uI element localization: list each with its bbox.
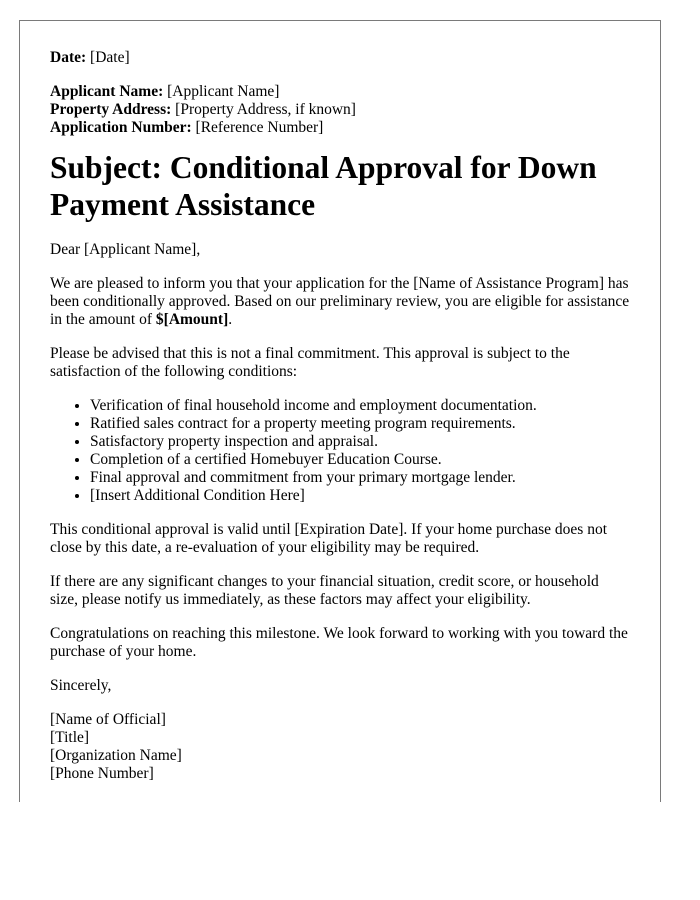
property-address-value: [Property Address, if known] (175, 101, 356, 118)
paragraph-approval-text: We are pleased to inform you that your application for the [Name of Assistance Program] has been conditionally approved. Based on our preliminary review, you are eligible for assistance in the amount of (50, 275, 630, 328)
applicant-name-value: [Applicant Name] (167, 83, 280, 100)
subject-heading: Subject: Conditional Approval for Down Payment Assistance (50, 150, 597, 222)
application-number-value: [Reference Number] (195, 119, 324, 136)
list-item: • Verification of final household income and employment documentation. (90, 397, 630, 415)
paragraph-expiration: This conditional approval is valid until [Expiration Date]. If your home purchase does not close by this date, a re-evaluation of your eligibility may be required. (50, 521, 608, 556)
paragraph-approval (50, 275, 630, 329)
list-item: • Completion of a certified Homebuyer Education Course. (90, 451, 630, 469)
list-item: • Satisfactory property inspection and appraisal. (90, 433, 630, 451)
paragraph-conditions-intro: Please be advised that this is not a final commitment. This approval is subject to the satisfaction of the following conditions: (50, 345, 570, 380)
application-number-line (50, 119, 630, 137)
paragraph-changes: If there are any significant changes to your financial situation, credit score, or household size, please notify us immediately, as these factors may affect your eligibility. (50, 573, 599, 608)
phone-number: [Phone Number] (50, 765, 154, 782)
assistance-amount: $[Amount] (155, 311, 229, 328)
signature-block (50, 711, 630, 783)
organization-name: [Organization Name] (50, 747, 182, 764)
application-number-label: Application Number: (50, 119, 192, 136)
official-name: [Name of Official] (50, 711, 166, 728)
property-address-label: Property Address: (50, 101, 172, 118)
list-item: • Ratified sales contract for a property meeting program requirements. (90, 415, 630, 433)
conditions-list (50, 397, 630, 505)
list-item: • Final approval and commitment from your primary mortgage lender. (90, 469, 630, 487)
paragraph-approval-end: . (228, 311, 233, 328)
date-value: [Date] (90, 49, 130, 66)
official-title: [Title] (50, 729, 90, 746)
date-line (50, 49, 630, 67)
paragraph-congratulations: Congratulations on reaching this milestone. We look forward to working with you toward the purchase of your home. (50, 625, 628, 660)
list-item: • [Insert Additional Condition Here] (90, 487, 630, 505)
salutation: Dear [Applicant Name], (50, 241, 201, 258)
applicant-name-line (50, 83, 630, 101)
valediction: Sincerely, (50, 677, 112, 694)
property-address-line (50, 101, 630, 119)
letter-page (19, 20, 661, 802)
application-details (50, 83, 630, 137)
applicant-name-label: Applicant Name: (50, 83, 164, 100)
date-label: Date: (50, 49, 87, 66)
